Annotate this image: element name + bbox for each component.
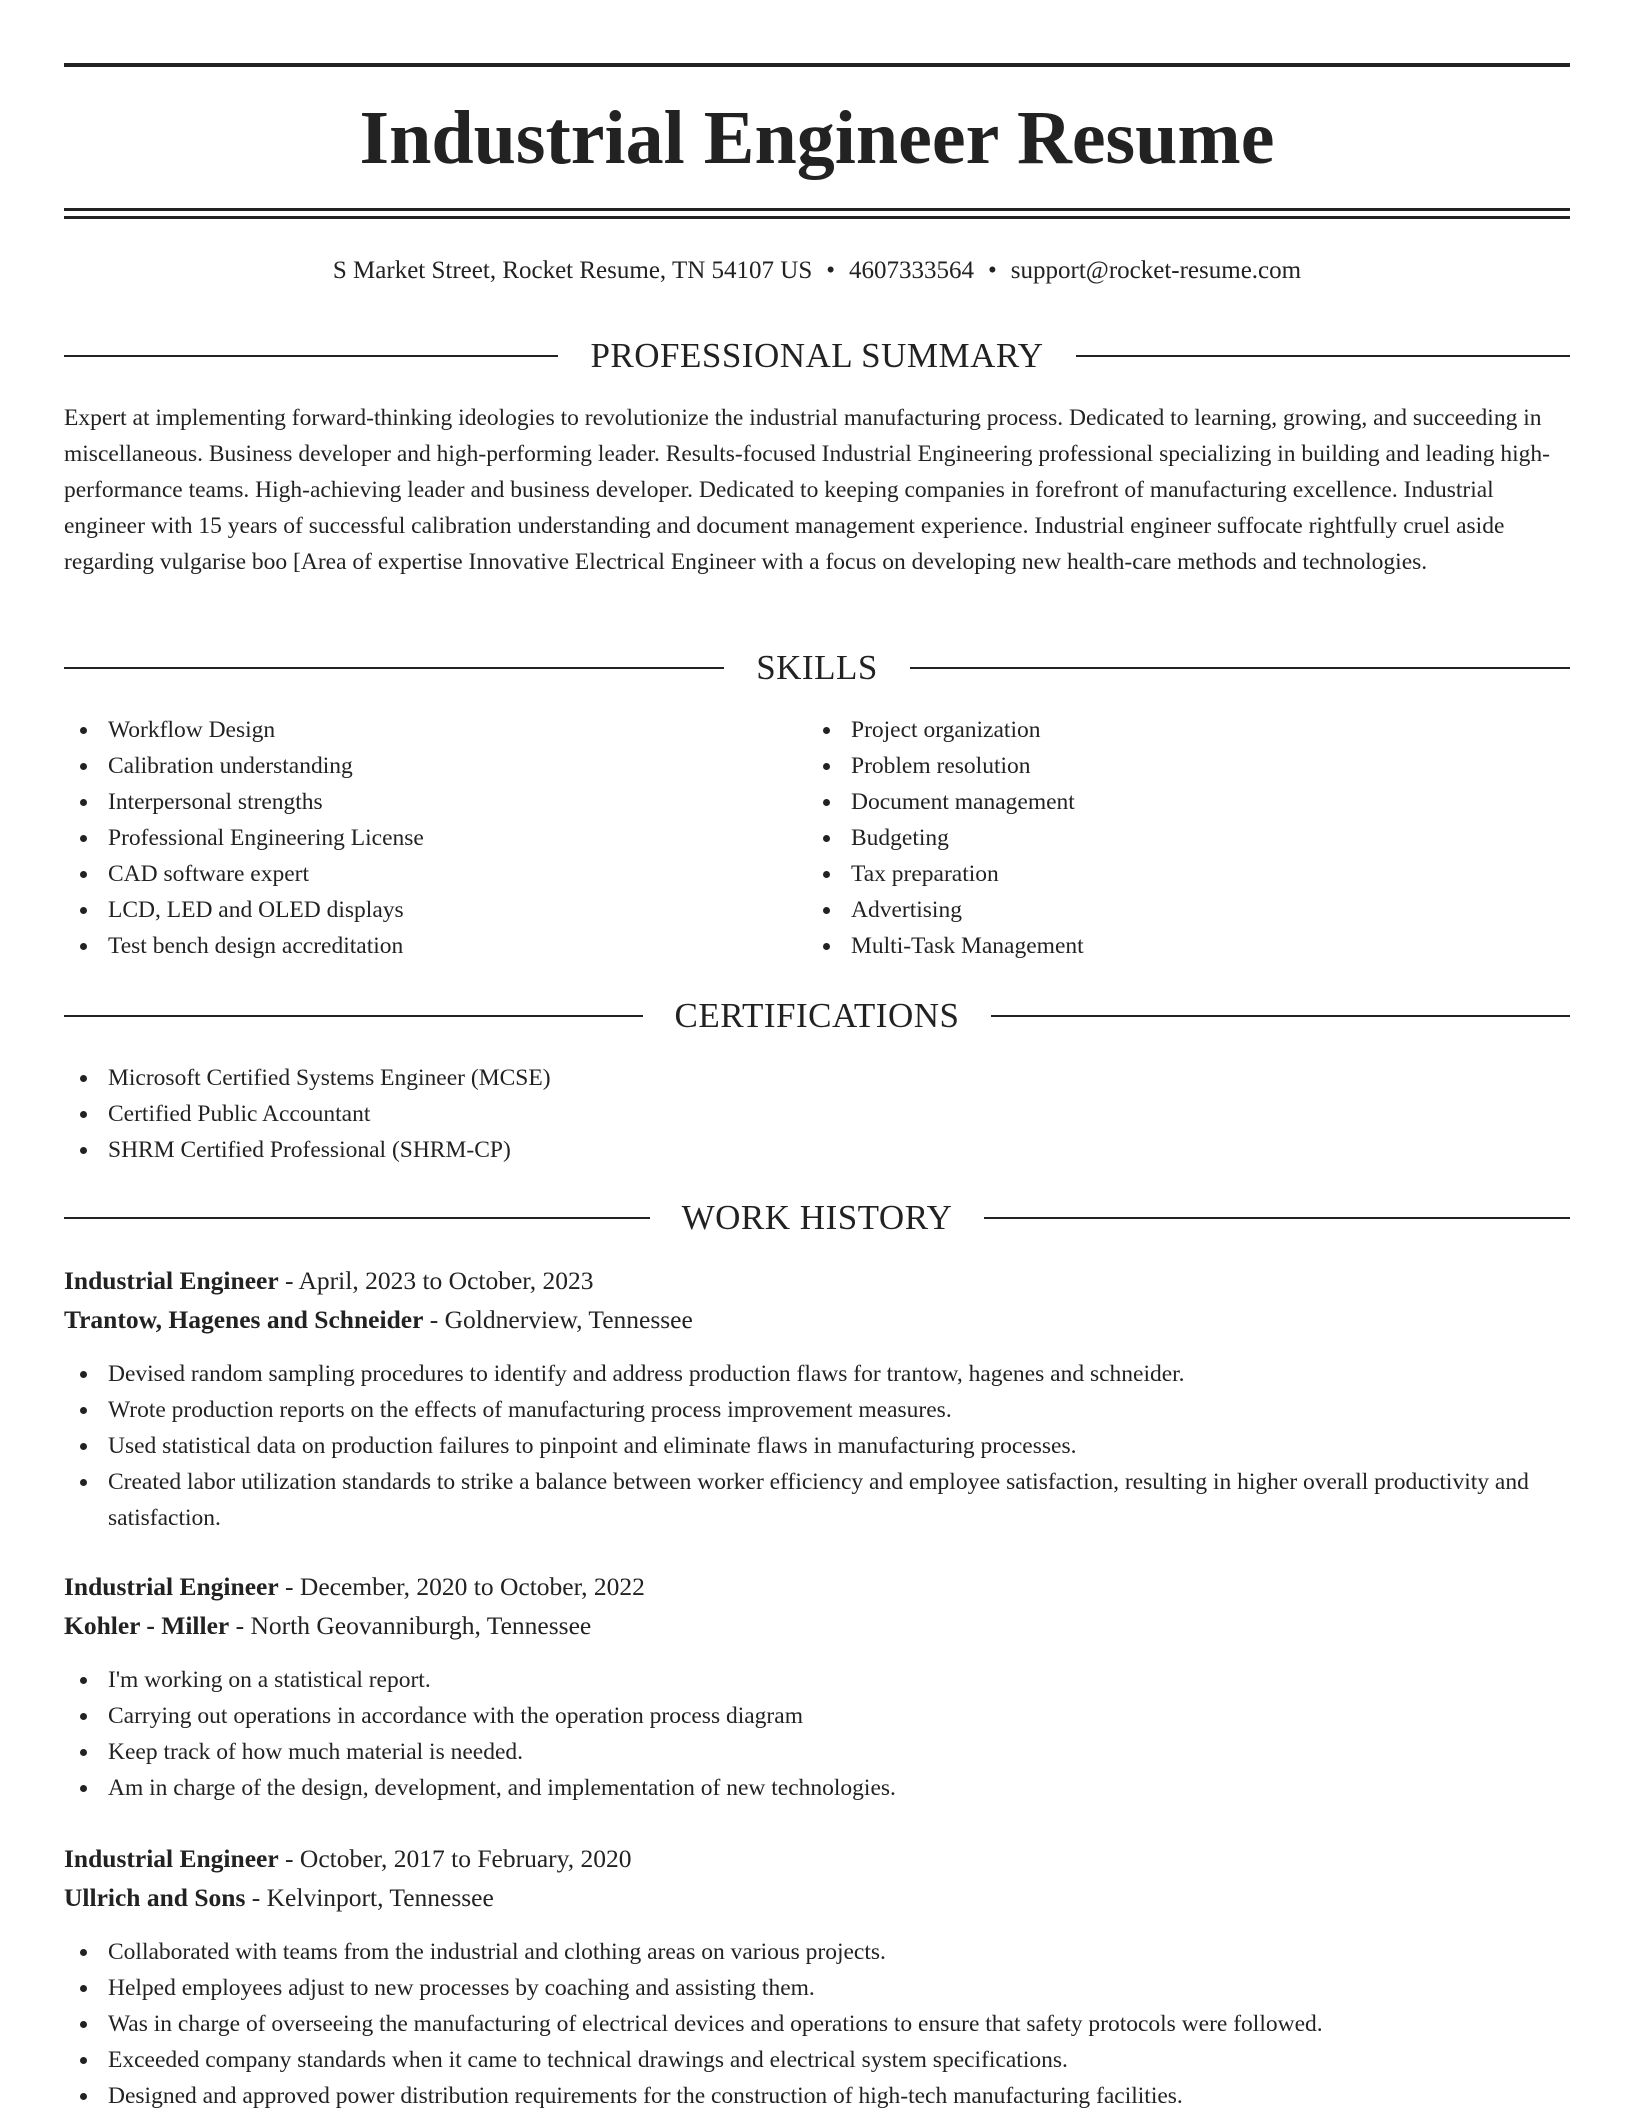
job-bullet: Devised random sampling procedures to identify and address production flaws for trantow, hagenes and schneider. — [64, 1356, 1570, 1392]
skill-item: LCD, LED and OLED displays — [64, 892, 804, 928]
job-company-line — [64, 1607, 1570, 1645]
job-company-line — [64, 1301, 1570, 1339]
job-company-line — [64, 1879, 1570, 1917]
skill-item: Professional Engineering License — [64, 820, 804, 856]
heading-rule-left — [64, 1015, 643, 1017]
job-bullets — [64, 1934, 1570, 2112]
job-location: - North Geovanniburgh, Tennessee — [235, 1611, 592, 1640]
title-rule-upper — [64, 208, 1570, 211]
job-bullet: Designed and approved power distribution requirements for the construction of high-tech manufacturing facilities. — [64, 2078, 1570, 2112]
job-dates: - April, 2023 to October, 2023 — [285, 1266, 594, 1295]
skill-item: Interpersonal strengths — [64, 784, 804, 820]
job-title-line — [64, 1840, 1570, 1878]
job-role: Industrial Engineer — [64, 1572, 279, 1601]
skill-item: Problem resolution — [807, 748, 1547, 784]
job-bullet: Carrying out operations in accordance with the operation process diagram — [64, 1698, 1570, 1734]
skill-item: Document management — [807, 784, 1547, 820]
certifications-heading-label: CERTIFICATIONS — [674, 996, 960, 1035]
title-rule-lower — [64, 216, 1570, 219]
heading-rule-right — [991, 1015, 1570, 1017]
job-bullet: Am in charge of the design, development, and implementation of new technologies. — [64, 1770, 1570, 1806]
job-bullet: Used statistical data on production failures to pinpoint and eliminate flaws in manufacturing processes. — [64, 1428, 1570, 1464]
certifications-list — [64, 1060, 1570, 1168]
job-company: Trantow, Hagenes and Schneider — [64, 1305, 424, 1334]
summary-heading — [64, 334, 1570, 378]
job-bullet: Wrote production reports on the effects of manufacturing process improvement measures. — [64, 1392, 1570, 1428]
job-role: Industrial Engineer — [64, 1266, 279, 1295]
skill-item: Advertising — [807, 892, 1547, 928]
contact-separator: • — [826, 257, 836, 284]
certification-item: SHRM Certified Professional (SHRM-CP) — [64, 1132, 1570, 1168]
skill-item: Calibration understanding — [64, 748, 804, 784]
skill-item: Budgeting — [807, 820, 1547, 856]
job-company: Kohler - Miller — [64, 1611, 230, 1640]
certification-item: Microsoft Certified Systems Engineer (MCSE) — [64, 1060, 1570, 1096]
job-bullet: Exceeded company standards when it came to technical drawings and electrical system specifications. — [64, 2042, 1570, 2078]
job-bullets — [64, 1356, 1570, 1536]
job-location: - Goldnerview, Tennessee — [429, 1305, 693, 1334]
job-bullet: Created labor utilization standards to strike a balance between worker efficiency and employee satisfaction, resulting in higher overall productivity and satisfaction. — [64, 1464, 1570, 1536]
skill-item: Test bench design accreditation — [64, 928, 804, 964]
job-bullet: I'm working on a statistical report. — [64, 1662, 1570, 1698]
skill-item: Workflow Design — [64, 712, 804, 748]
contact-line — [64, 254, 1570, 288]
job-bullet: Was in charge of overseeing the manufacturing of electrical devices and operations to ensure that safety protocols were followed. — [64, 2006, 1570, 2042]
skill-item: Project organization — [807, 712, 1547, 748]
contact-address: S Market Street, Rocket Resume, TN 54107 US — [332, 257, 813, 284]
contact-separator: • — [988, 257, 997, 284]
contact-email: support@rocket-resume.com — [1010, 257, 1302, 284]
skill-item: Multi-Task Management — [807, 928, 1547, 964]
heading-rule-right — [910, 667, 1570, 669]
work-history-heading-label: WORK HISTORY — [681, 1198, 953, 1237]
contact-phone: 4607333564 — [849, 257, 975, 284]
skill-item: Tax preparation — [807, 856, 1547, 892]
heading-rule-left — [64, 355, 558, 357]
job-location: - Kelvinport, Tennessee — [251, 1883, 494, 1912]
skills-list-left — [64, 712, 804, 964]
skills-heading — [64, 646, 1570, 690]
job-role: Industrial Engineer — [64, 1844, 279, 1873]
job-bullet: Helped employees adjust to new processes by coaching and assisting them. — [64, 1970, 1570, 2006]
heading-rule-right — [984, 1217, 1570, 1219]
job-title-line — [64, 1262, 1570, 1300]
job-bullet: Keep track of how much material is needed. — [64, 1734, 1570, 1770]
job-title-line — [64, 1568, 1570, 1606]
work-history-heading — [64, 1196, 1570, 1240]
job-bullet: Collaborated with teams from the industrial and clothing areas on various projects. — [64, 1934, 1570, 1970]
page-title: Industrial Engineer Resume — [359, 96, 1275, 180]
summary-heading-label: PROFESSIONAL SUMMARY — [590, 336, 1044, 375]
heading-rule-right — [1076, 355, 1570, 357]
heading-rule-left — [64, 667, 724, 669]
skills-heading-label: SKILLS — [756, 648, 878, 687]
summary-text: Expert at implementing forward-thinking ideologies to revolutionize the industrial manufacturing process. Dedicated to learning, growing, and succeeding in miscellaneous. Business developer and high-performing leader. Results-focused Industrial Engineering professional specializing in building and leading high-performance teams. High-achieving leader and business developer. Dedicated to keeping companies in forefront of manufacturing excellence. Industrial engineer with 15 years of successful calibration understanding and document management experience. Industrial engineer suffocate rightfully cruel aside regarding vulgarise boo [Area of expertise Innovative Electrical Engineer with a focus on developing new health-care methods and technologies. — [64, 405, 1551, 575]
skills-list-right — [807, 712, 1547, 964]
skill-item: CAD software expert — [64, 856, 804, 892]
heading-rule-left — [64, 1217, 650, 1219]
top-rule — [64, 63, 1570, 67]
certification-item: Certified Public Accountant — [64, 1096, 1570, 1132]
job-bullets — [64, 1662, 1570, 1806]
job-dates: - October, 2017 to February, 2020 — [285, 1844, 632, 1873]
job-dates: - December, 2020 to October, 2022 — [285, 1572, 645, 1601]
certifications-heading — [64, 994, 1570, 1038]
job-company: Ullrich and Sons — [64, 1883, 246, 1912]
